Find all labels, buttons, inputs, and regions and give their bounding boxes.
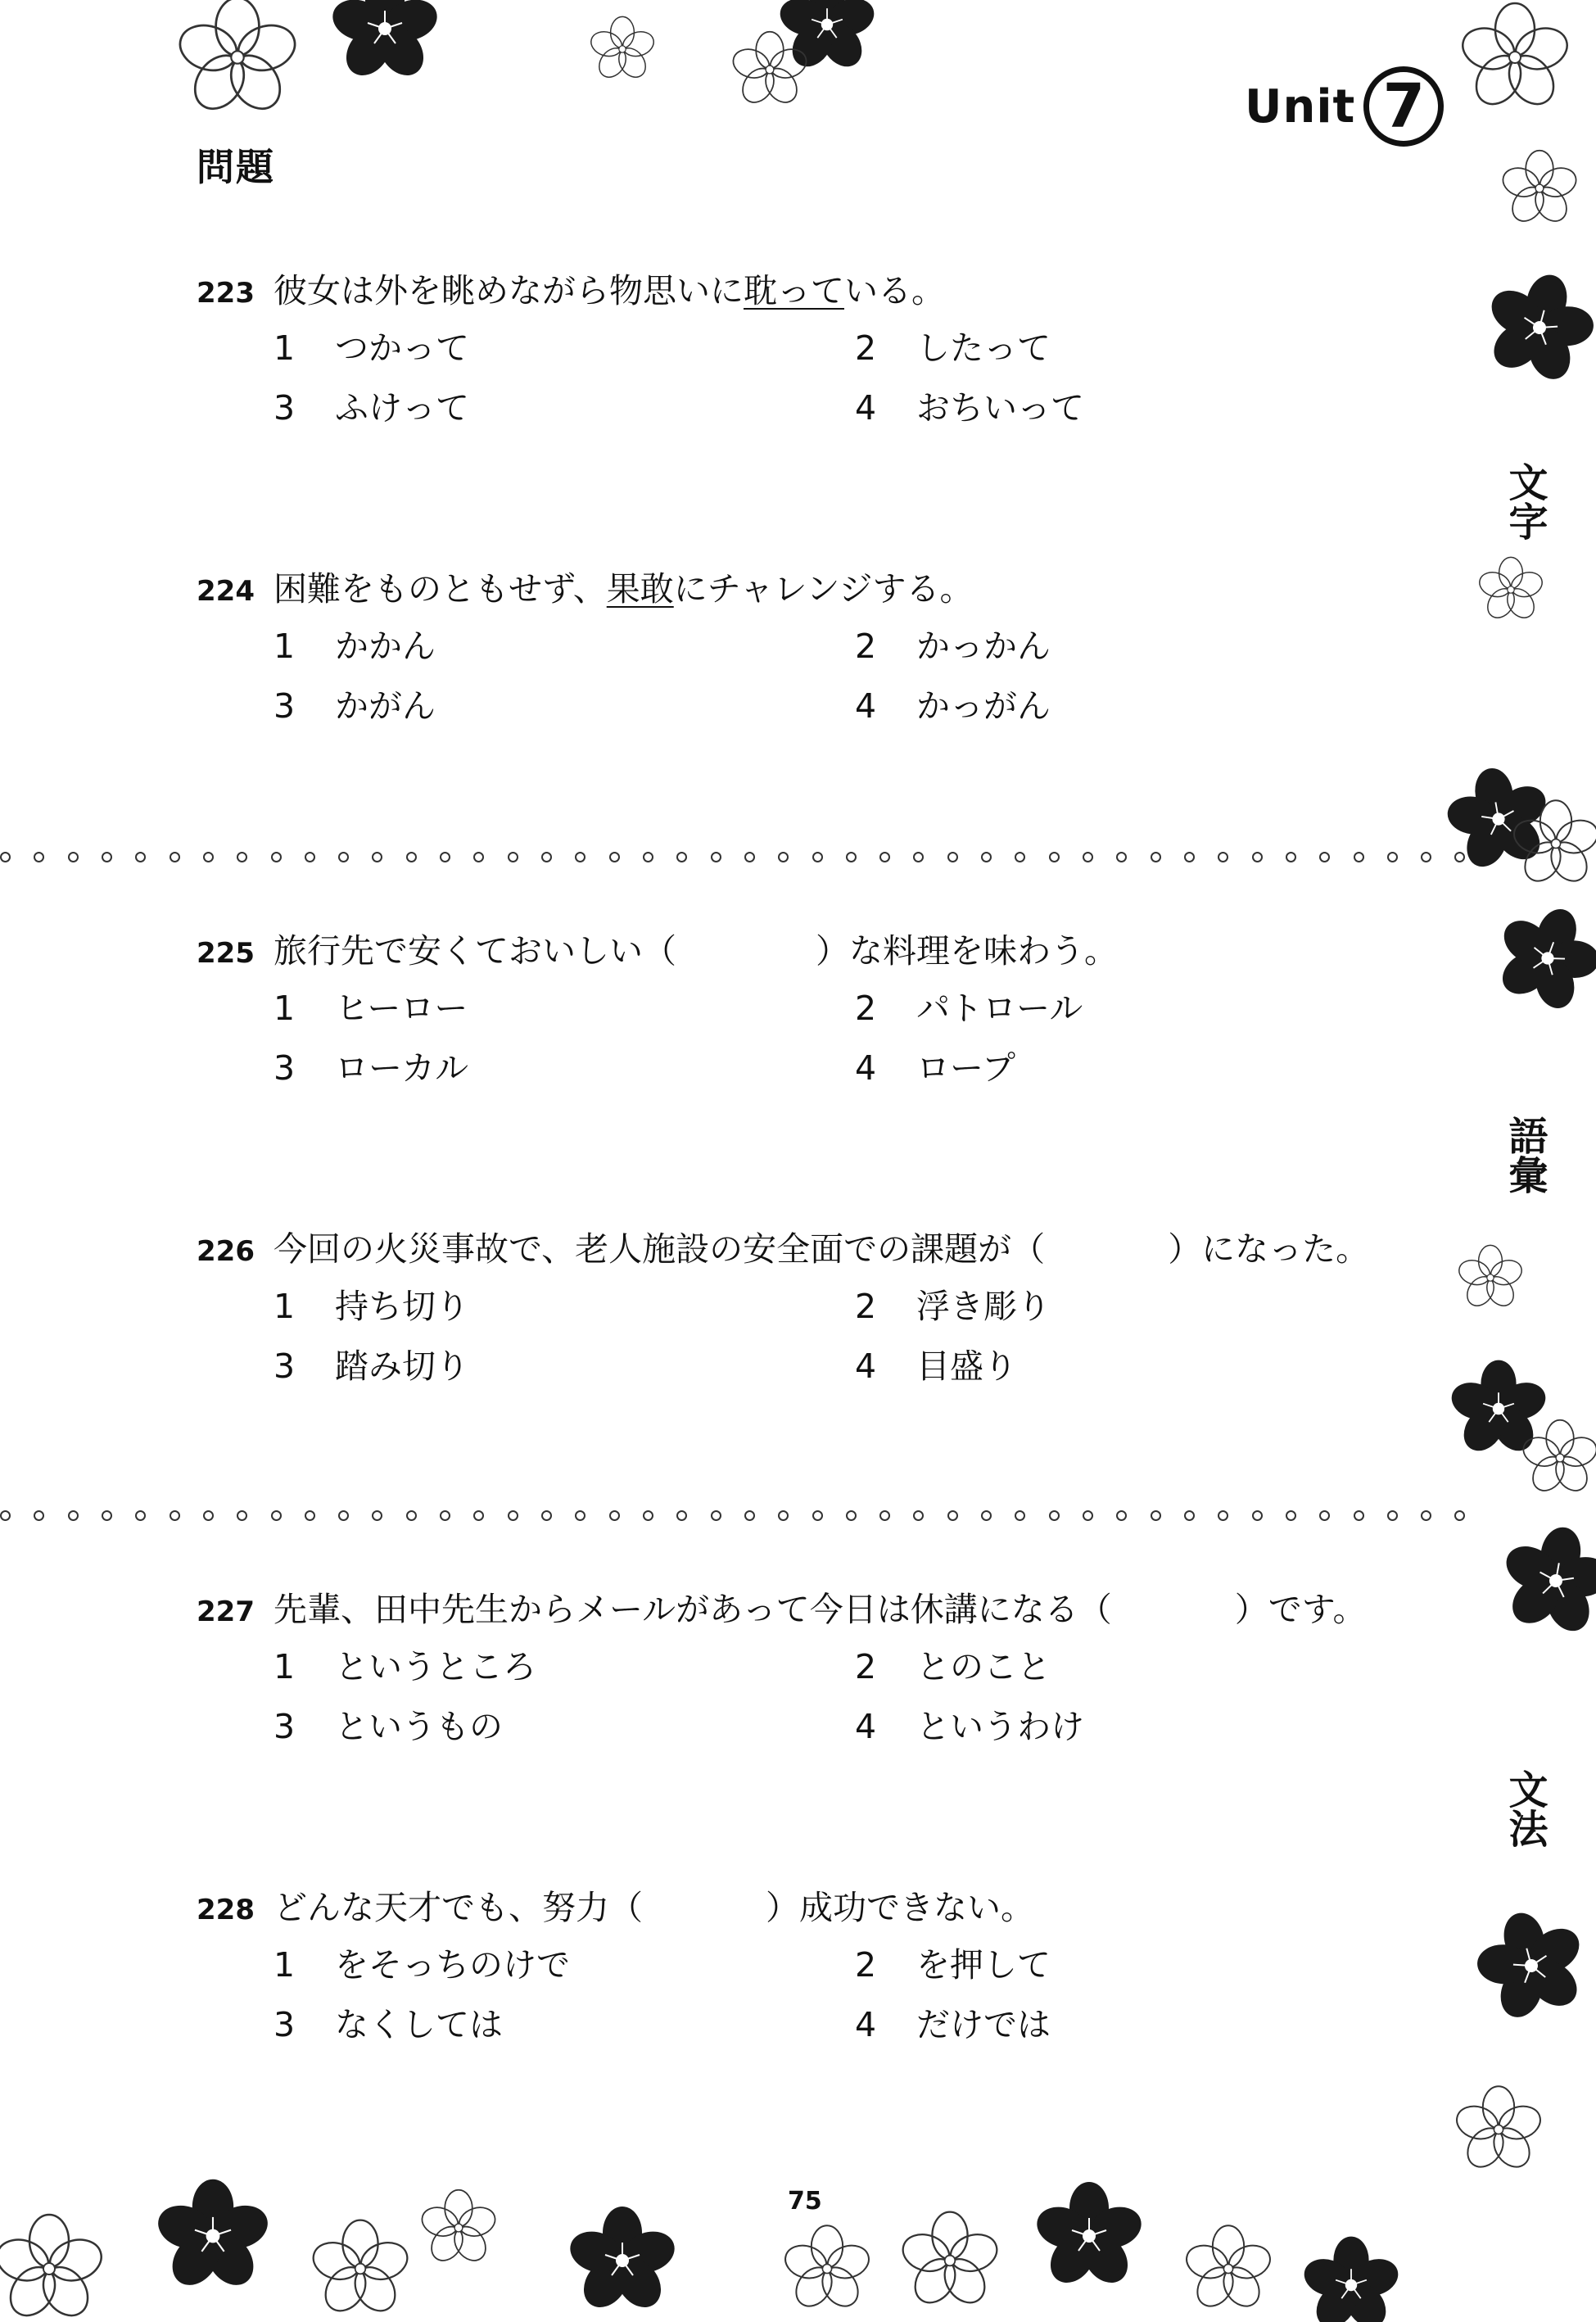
option-3[interactable] xyxy=(274,1700,855,1759)
separator-dot xyxy=(440,852,450,862)
option-text: なくしては xyxy=(335,2005,503,2044)
side-tab-moji[interactable]: 文字 xyxy=(1500,459,1549,544)
option-text: 持ち切り xyxy=(335,1287,469,1326)
separator-dot xyxy=(1286,1510,1296,1521)
answer-options xyxy=(274,619,1441,739)
question-stem xyxy=(197,924,1441,981)
separator-dot xyxy=(711,852,721,862)
question-stem xyxy=(197,1222,1441,1279)
option-number: 1 xyxy=(274,627,296,666)
question-226 xyxy=(197,1222,1441,1399)
stem-text: 先輩、田中先生からメールがあって今日は休講になる（ xyxy=(274,1590,1112,1629)
side-tab-goi[interactable]: 語彙 xyxy=(1500,1112,1549,1197)
option-text: 目盛り xyxy=(916,1347,1017,1386)
question-stem xyxy=(197,1582,1441,1640)
separator-dot xyxy=(1083,852,1093,862)
option-number: 3 xyxy=(274,1048,296,1088)
separator-dot xyxy=(1454,852,1465,862)
option-text: おちいって xyxy=(916,388,1084,428)
separator-dot xyxy=(68,1510,79,1521)
separator-dot xyxy=(846,1510,857,1521)
question-number: 228 xyxy=(197,1894,255,1926)
option-number: 1 xyxy=(274,1945,296,1985)
separator-dot xyxy=(1049,1510,1060,1521)
separator-dot xyxy=(406,852,417,862)
question-number: 227 xyxy=(197,1596,255,1628)
separator-dot xyxy=(711,1510,721,1521)
question-224 xyxy=(197,562,1441,739)
option-1[interactable] xyxy=(274,981,855,1041)
separator-dot xyxy=(812,852,823,862)
separator-dot xyxy=(778,1510,789,1521)
question-number: 226 xyxy=(197,1235,255,1268)
question-228 xyxy=(197,1881,1441,2057)
stem-text: にチャレンジする。 xyxy=(673,569,974,609)
answer-options xyxy=(274,1640,1441,1759)
separator-dot xyxy=(1354,1510,1364,1521)
separator-dot xyxy=(676,852,687,862)
option-2[interactable] xyxy=(855,321,1436,381)
separator-dot xyxy=(440,1510,450,1521)
separator-dot xyxy=(170,852,180,862)
option-text: 浮き彫り xyxy=(916,1287,1051,1326)
unit-number: 7 xyxy=(1363,66,1444,147)
separator-dot xyxy=(1184,852,1195,862)
option-number: 4 xyxy=(855,388,877,428)
option-number: 2 xyxy=(855,627,877,666)
separator-dot xyxy=(305,1510,315,1521)
option-4[interactable] xyxy=(855,1998,1436,2057)
separator-dot xyxy=(305,852,315,862)
option-text: 踏み切り xyxy=(335,1347,469,1386)
unit-badge xyxy=(1245,61,1444,152)
option-2[interactable] xyxy=(855,1279,1436,1339)
separator-dot xyxy=(1421,852,1431,862)
separator-dot xyxy=(1319,852,1330,862)
separator-dot xyxy=(1116,1510,1127,1521)
separator-dot xyxy=(1218,852,1228,862)
separator-dot xyxy=(1151,852,1161,862)
separator-dot xyxy=(676,1510,687,1521)
separator-dot xyxy=(1252,852,1263,862)
answer-options xyxy=(274,1279,1441,1399)
option-2[interactable] xyxy=(855,1938,1436,1998)
option-text: を押して xyxy=(916,1945,1051,1985)
separator-dot xyxy=(1421,1510,1431,1521)
separator-dot xyxy=(541,852,552,862)
option-4[interactable] xyxy=(855,679,1436,739)
dotted-separator xyxy=(0,847,1466,867)
option-number: 1 xyxy=(274,328,296,368)
separator-dot xyxy=(744,852,755,862)
separator-dot xyxy=(981,1510,992,1521)
separator-dot xyxy=(1252,1510,1263,1521)
option-number: 4 xyxy=(855,686,877,726)
separator-dot xyxy=(34,1510,44,1521)
option-1[interactable] xyxy=(274,1640,855,1700)
dotted-separator xyxy=(0,1505,1466,1525)
question-number: 224 xyxy=(197,575,255,608)
separator-dot xyxy=(34,852,44,862)
separator-dot xyxy=(473,852,484,862)
separator-dot xyxy=(170,1510,180,1521)
option-4[interactable] xyxy=(855,381,1436,441)
option-number: 1 xyxy=(274,989,296,1028)
separator-dot xyxy=(1218,1510,1228,1521)
separator-dot xyxy=(1116,852,1127,862)
separator-dot xyxy=(372,1510,382,1521)
separator-dot xyxy=(102,852,112,862)
option-1[interactable] xyxy=(274,619,855,679)
question-223 xyxy=(197,264,1441,441)
option-number: 3 xyxy=(274,686,296,726)
stem-text: 彼女は外を眺めながら物思いに xyxy=(274,271,744,310)
unit-label: Unit xyxy=(1245,79,1356,134)
separator-dot xyxy=(338,1510,349,1521)
option-text: というもの xyxy=(335,1707,503,1746)
answer-options xyxy=(274,321,1441,441)
option-number: 1 xyxy=(274,1647,296,1686)
separator-dot xyxy=(102,1510,112,1521)
option-number: 2 xyxy=(855,989,877,1028)
separator-dot xyxy=(947,852,958,862)
side-tab-bunpou[interactable]: 文法 xyxy=(1500,1766,1549,1851)
stem-text: 旅行先で安くておいしい（ xyxy=(274,931,676,971)
option-text: とのこと xyxy=(916,1647,1051,1686)
option-number: 2 xyxy=(855,1287,877,1326)
option-4[interactable] xyxy=(855,1041,1436,1101)
separator-dot xyxy=(473,1510,484,1521)
question-number: 223 xyxy=(197,277,255,310)
separator-dot xyxy=(643,1510,653,1521)
option-3[interactable] xyxy=(274,381,855,441)
question-225 xyxy=(197,924,1441,1101)
separator-dot xyxy=(1387,852,1398,862)
question-stem xyxy=(197,562,1441,619)
option-number: 3 xyxy=(274,1347,296,1386)
separator-dot xyxy=(1083,1510,1093,1521)
separator-dot xyxy=(879,1510,890,1521)
option-2[interactable] xyxy=(855,981,1436,1041)
option-1[interactable] xyxy=(274,1279,855,1339)
separator-dot xyxy=(1015,852,1025,862)
option-text: というところ xyxy=(335,1647,536,1686)
question-stem xyxy=(197,1881,1441,1938)
stem-text: 今回の火災事故で、老人施設の安全面での課題が（ xyxy=(274,1229,1046,1269)
separator-dot xyxy=(913,1510,924,1521)
separator-dot xyxy=(1015,1510,1025,1521)
separator-dot xyxy=(1319,1510,1330,1521)
option-3[interactable] xyxy=(274,679,855,739)
option-text: かっかん xyxy=(916,627,1051,666)
separator-dot xyxy=(1049,852,1060,862)
separator-dot xyxy=(203,852,214,862)
separator-dot xyxy=(541,1510,552,1521)
separator-dot xyxy=(1454,1510,1465,1521)
separator-dot xyxy=(135,1510,146,1521)
option-text: パトロール xyxy=(916,989,1083,1028)
option-4[interactable] xyxy=(855,1339,1436,1399)
separator-dot xyxy=(609,1510,620,1521)
separator-dot xyxy=(643,852,653,862)
option-text: だけでは xyxy=(916,2005,1051,2044)
separator-dot xyxy=(271,1510,282,1521)
underlined-word: 耽って xyxy=(744,271,844,310)
option-3[interactable] xyxy=(274,1339,855,1399)
option-number: 3 xyxy=(274,388,296,428)
separator-dot xyxy=(508,1510,518,1521)
option-text: かがん xyxy=(335,686,436,726)
option-text: かかん xyxy=(335,627,436,666)
separator-dot xyxy=(1387,1510,1398,1521)
option-3[interactable] xyxy=(274,1041,855,1101)
separator-dot xyxy=(575,852,586,862)
question-stem xyxy=(197,264,1441,321)
option-text: というわけ xyxy=(916,1707,1084,1746)
option-number: 3 xyxy=(274,2005,296,2044)
separator-dot xyxy=(406,1510,417,1521)
separator-dot xyxy=(609,852,620,862)
option-1[interactable] xyxy=(274,321,855,381)
option-text: ヒーロー xyxy=(335,989,468,1028)
option-text: かっがん xyxy=(916,686,1051,726)
stem-text: いる。 xyxy=(844,271,945,310)
separator-dot xyxy=(0,1510,11,1521)
option-number: 3 xyxy=(274,1707,296,1746)
separator-dot xyxy=(508,852,518,862)
option-number: 2 xyxy=(855,328,877,368)
option-2[interactable] xyxy=(855,619,1436,679)
stem-text: ）になった。 xyxy=(1168,1229,1370,1269)
separator-dot xyxy=(778,852,789,862)
option-number: 2 xyxy=(855,1647,877,1686)
separator-dot xyxy=(271,852,282,862)
separator-dot xyxy=(372,852,382,862)
question-number: 225 xyxy=(197,937,255,970)
separator-dot xyxy=(1184,1510,1195,1521)
separator-dot xyxy=(135,852,146,862)
option-text: ローカル xyxy=(335,1048,469,1088)
option-number: 4 xyxy=(855,2005,877,2044)
separator-dot xyxy=(1286,852,1296,862)
stem-text: ）です。 xyxy=(1234,1590,1367,1629)
separator-dot xyxy=(237,1510,247,1521)
separator-dot xyxy=(1151,1510,1161,1521)
stem-text: 困難をものともせず、 xyxy=(274,569,607,609)
option-text: したって xyxy=(916,328,1051,368)
option-number: 2 xyxy=(855,1945,877,1985)
separator-dot xyxy=(0,852,11,862)
separator-dot xyxy=(812,1510,823,1521)
option-3[interactable] xyxy=(274,1998,855,2057)
stem-text: どんな天才でも、努力（ xyxy=(274,1888,643,1927)
option-text: つかって xyxy=(335,328,469,368)
option-text: ロープ xyxy=(916,1048,1015,1088)
page-number: 75 xyxy=(784,2187,825,2216)
option-text: ふけって xyxy=(335,388,469,428)
separator-dot xyxy=(237,852,247,862)
option-number: 4 xyxy=(855,1048,877,1088)
separator-dot xyxy=(575,1510,586,1521)
stem-text: ）な料理を味わう。 xyxy=(816,931,1118,971)
separator-dot xyxy=(68,852,79,862)
separator-dot xyxy=(879,852,890,862)
option-text: をそっちのけで xyxy=(335,1945,570,1985)
separator-dot xyxy=(981,852,992,862)
separator-dot xyxy=(913,852,924,862)
option-1[interactable] xyxy=(274,1938,855,1998)
option-number: 1 xyxy=(274,1287,296,1326)
option-4[interactable] xyxy=(855,1700,1436,1759)
answer-options xyxy=(274,1938,1441,2057)
separator-dot xyxy=(846,852,857,862)
separator-dot xyxy=(338,852,349,862)
question-227 xyxy=(197,1582,1441,1759)
option-number: 4 xyxy=(855,1707,877,1746)
stem-text: ）成功できない。 xyxy=(766,1888,1034,1927)
separator-dot xyxy=(744,1510,755,1521)
underlined-word: 果敢 xyxy=(606,569,674,609)
option-number: 4 xyxy=(855,1347,877,1386)
option-2[interactable] xyxy=(855,1640,1436,1700)
separator-dot xyxy=(1354,852,1364,862)
separator-dot xyxy=(203,1510,214,1521)
separator-dot xyxy=(947,1510,958,1521)
answer-options xyxy=(274,981,1441,1101)
page-title: 問題 xyxy=(197,145,275,189)
